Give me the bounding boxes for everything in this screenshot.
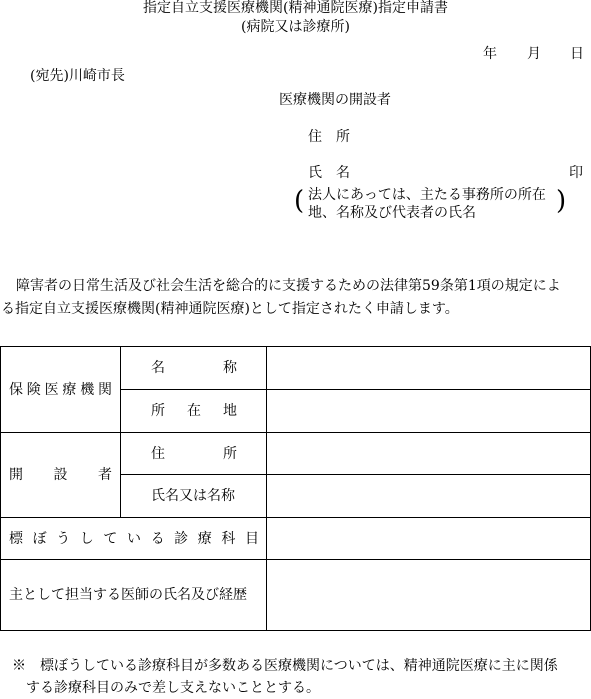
label-char: 住 — [151, 445, 165, 462]
name-char: 氏 — [308, 165, 322, 181]
corporate-note-line2: 地、名称及び代表者の氏名 — [308, 205, 476, 221]
label-char: い — [126, 530, 141, 547]
header-char: 機 — [80, 381, 95, 398]
departments-field[interactable] — [267, 518, 591, 560]
label-char: 標 — [9, 530, 23, 547]
label-char: て — [103, 530, 118, 547]
year-label: 年 — [483, 46, 497, 62]
footnote-line2: する診療科目のみで差し支えないこととする。 — [12, 680, 320, 696]
label-char: 地 — [223, 403, 237, 419]
insurance-institution-header — [1, 347, 121, 433]
seal-mark: 印 — [569, 165, 583, 181]
founder-name-label: 氏名又は名称 — [121, 475, 267, 518]
header-char: 療 — [62, 381, 77, 398]
addressee: (宛先)川崎市長 — [30, 68, 125, 84]
name-char: 名 — [336, 165, 350, 181]
label-char: し — [79, 530, 94, 547]
form-subtitle: (病院又は診療所) — [241, 19, 350, 35]
institution-name-label — [121, 347, 267, 390]
header-char: 険 — [26, 381, 41, 398]
application-statement-line2: る指定自立支援医療機関(精神通院医療)として指定されたく申請します。 — [1, 301, 459, 317]
departments-label — [1, 518, 267, 560]
label-char: 在 — [187, 403, 201, 419]
institution-location-field[interactable] — [267, 390, 591, 433]
institution-location-label — [121, 390, 267, 433]
doctor-label: 主として担当する医師の氏名及び経歴 — [1, 560, 267, 631]
application-statement-line1: 障害者の日常生活及び社会生活を総合的に支援するための法律第59条第1項の規定によ — [16, 278, 561, 294]
label-char: 称 — [223, 360, 237, 376]
header-char: 設 — [53, 467, 68, 483]
address-char: 所 — [336, 129, 350, 145]
founder-header — [1, 433, 121, 518]
institution-name-field[interactable] — [267, 347, 591, 390]
footnote — [12, 655, 590, 699]
left-bracket: ( — [294, 186, 305, 216]
header-char: 者 — [98, 467, 112, 483]
application-table — [0, 346, 591, 631]
label-char: 診 — [174, 530, 189, 547]
label-char: 名 — [151, 360, 165, 376]
header-char: 開 — [9, 467, 23, 483]
address-char: 住 — [308, 129, 322, 145]
header-char: 関 — [97, 381, 112, 398]
corporate-note-line1: 法人にあっては、主たる事務所の所在 — [308, 187, 546, 203]
label-char: る — [150, 530, 165, 547]
label-char: 目 — [244, 530, 259, 547]
day-label: 日 — [570, 46, 584, 62]
label-char: 科 — [221, 530, 236, 547]
founder-address-label — [121, 433, 267, 475]
header-char: 保 — [9, 381, 23, 398]
label-char: 所 — [223, 445, 237, 462]
right-bracket: ) — [556, 186, 567, 216]
header-char: 医 — [44, 381, 59, 398]
label-char: 療 — [197, 530, 212, 547]
form-title: 指定自立支援医療機関(精神通院医療)指定申請書 — [143, 0, 448, 16]
doctor-field[interactable] — [267, 560, 591, 631]
footnote-line1: ※ 標ぼうしている診療科目が多数ある医療機関については、精神通院医療に主に関係 — [12, 658, 558, 674]
founder-heading: 医療機関の開設者 — [279, 92, 391, 108]
label-char: う — [56, 530, 71, 547]
label-char: ぼ — [32, 530, 47, 547]
month-label: 月 — [527, 46, 541, 62]
founder-name-field[interactable] — [267, 475, 591, 518]
founder-address-field[interactable] — [267, 433, 591, 475]
label-char: 所 — [151, 403, 165, 419]
